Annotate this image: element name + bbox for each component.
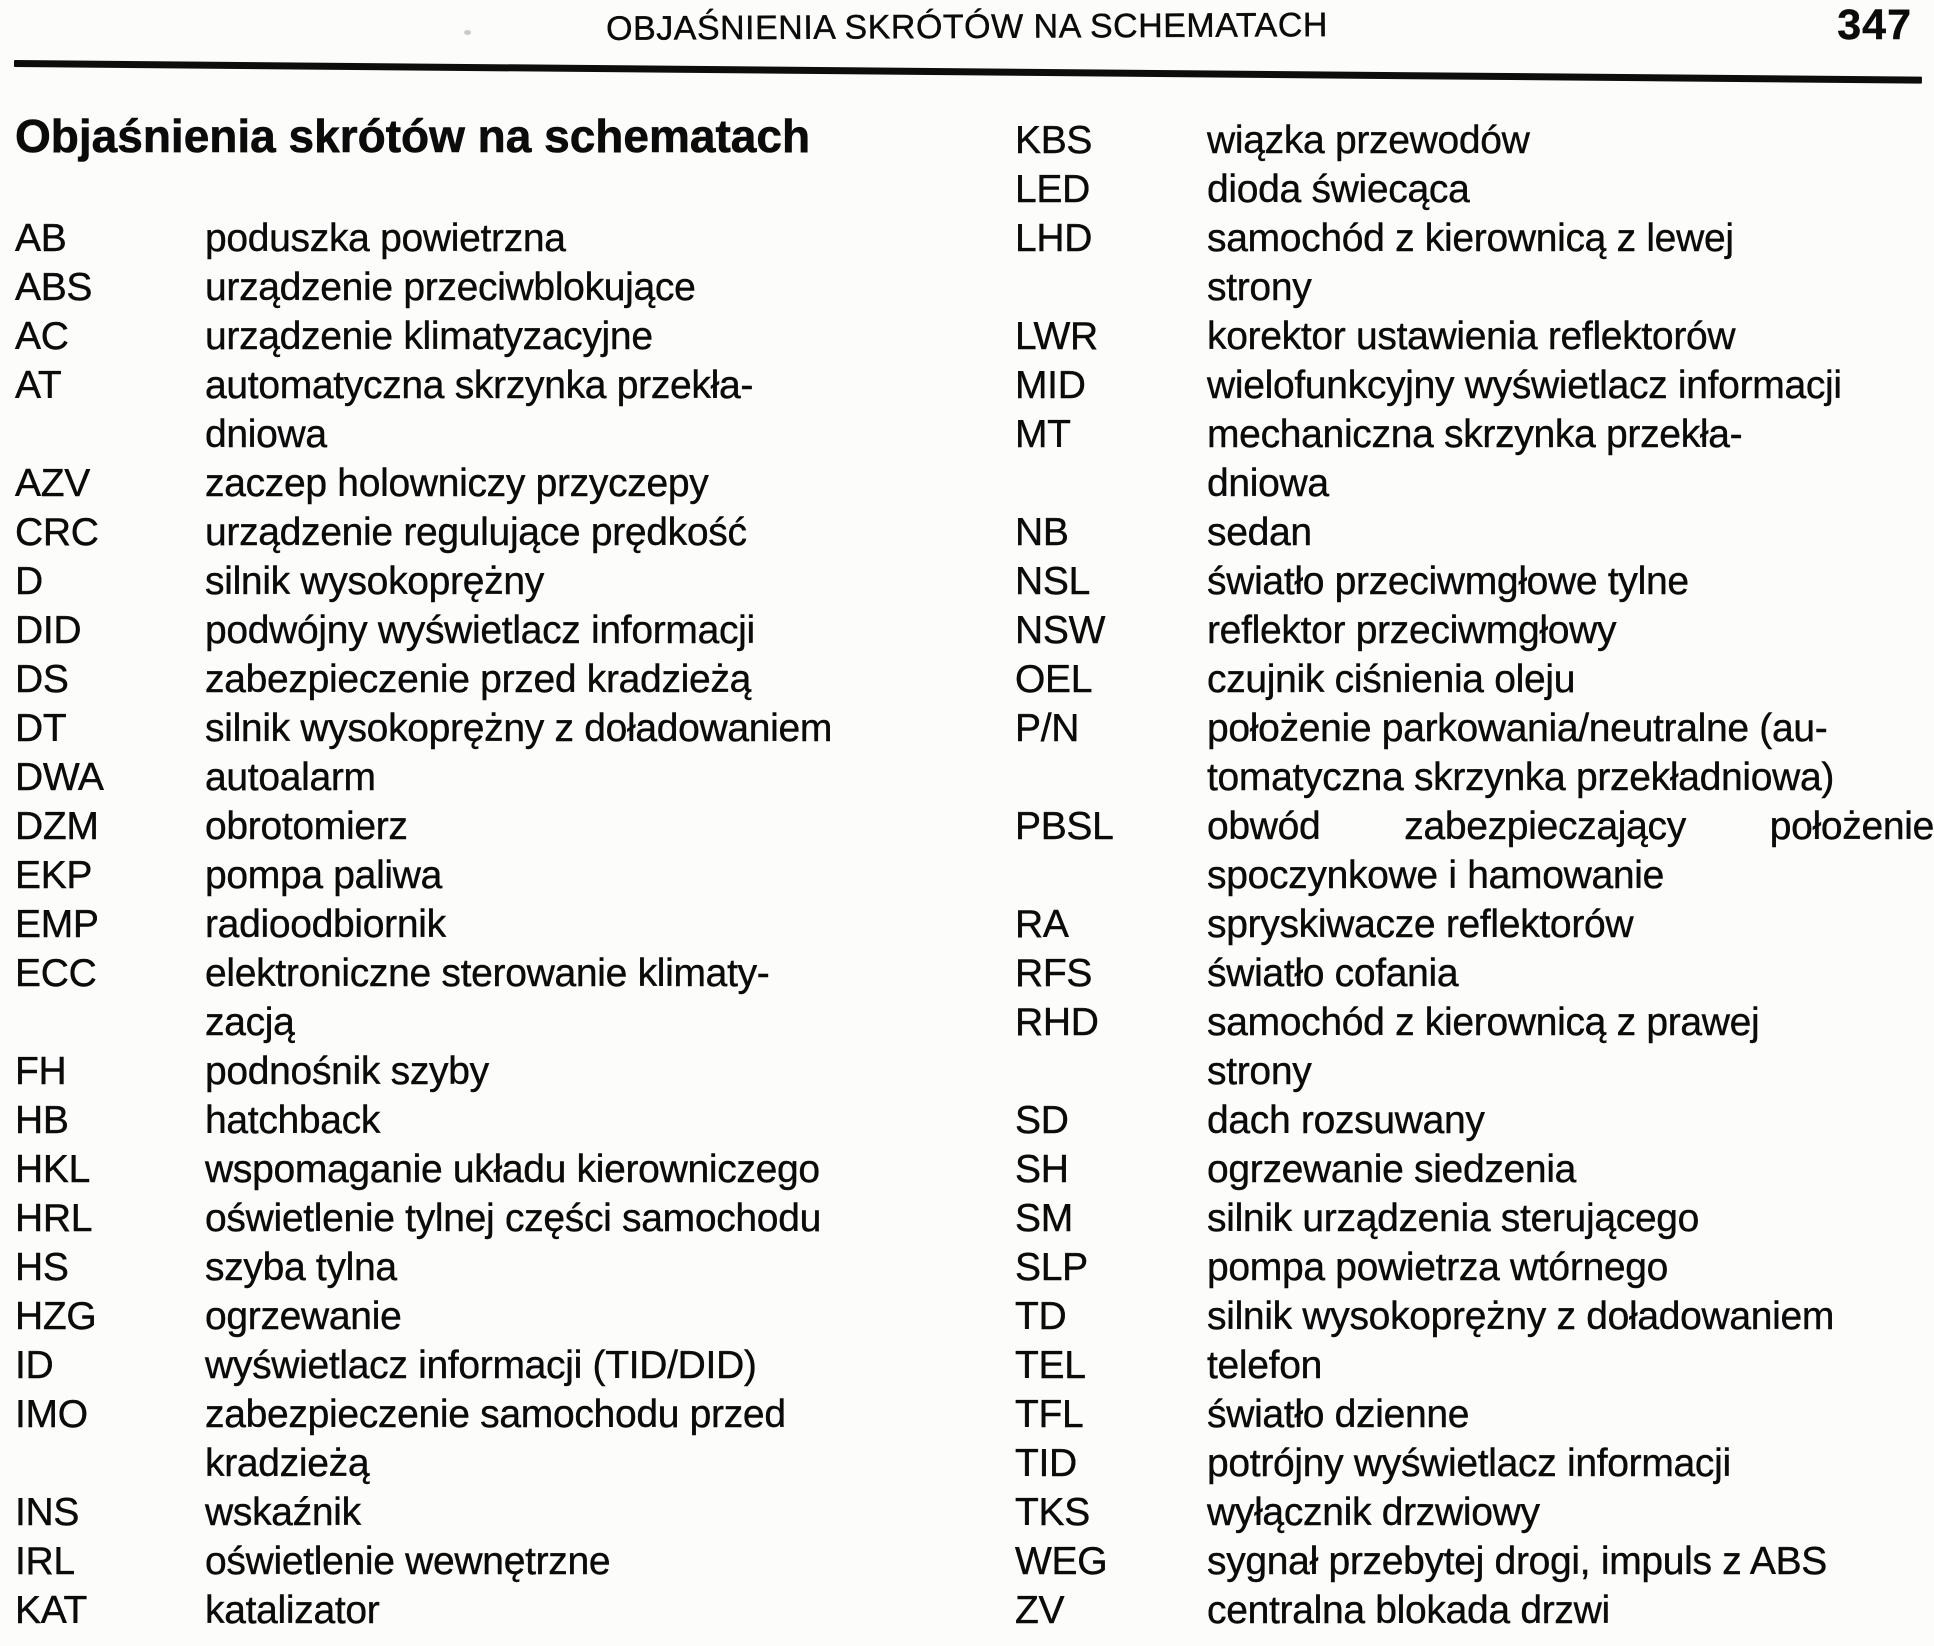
definition-line: korektor ustawienia reflektorów (1207, 315, 1736, 358)
definition (205, 1292, 960, 1341)
definition (205, 704, 960, 753)
definition (1207, 704, 1934, 802)
abbreviation: HB (15, 1099, 69, 1142)
definition-line: urządzenie przeciwblokujące (205, 266, 696, 309)
right-column (960, 112, 1934, 1635)
abbreviation: SD (1015, 1099, 1069, 1142)
abbr-row (1015, 1439, 1934, 1488)
definition (205, 655, 960, 704)
abbreviation: SM (1015, 1197, 1073, 1240)
abbr-row (15, 1096, 960, 1145)
definition (1207, 606, 1934, 655)
definition (1207, 998, 1934, 1096)
definition-line: dniowa (1207, 462, 1329, 505)
abbr-row (1015, 704, 1934, 802)
page-header (0, 0, 1934, 84)
abbreviation: TID (1015, 1442, 1077, 1485)
abbr-row (1015, 1292, 1934, 1341)
definition (205, 1341, 960, 1390)
abbreviation: TEL (1015, 1344, 1086, 1387)
definition-line: wskaźnik (205, 1491, 361, 1534)
definition (1207, 900, 1934, 949)
definition (205, 312, 960, 361)
abbr-row (15, 459, 960, 508)
abbr-row (15, 900, 960, 949)
definition (205, 949, 960, 1047)
abbreviation: SLP (1015, 1246, 1088, 1289)
glossary-content (0, 84, 1934, 1635)
definition (205, 802, 960, 851)
abbreviation: NB (1015, 511, 1069, 554)
definition (1207, 1292, 1934, 1341)
definition-line: podwójny wyświetlacz informacji (205, 609, 755, 652)
abbreviation: MT (1015, 413, 1071, 456)
definition (1207, 1586, 1934, 1635)
abbr-row (15, 1047, 960, 1096)
abbr-row (15, 1488, 960, 1537)
abbreviation: PBSL (1015, 805, 1114, 848)
abbr-row (1015, 949, 1934, 998)
abbreviation: IMO (15, 1393, 88, 1436)
abbreviation: LHD (1015, 217, 1093, 260)
abbreviation: DS (15, 658, 69, 701)
abbreviation: FH (15, 1050, 67, 1093)
abbreviation: KAT (15, 1589, 88, 1632)
abbreviation: TD (1015, 1295, 1067, 1338)
definition (1207, 508, 1934, 557)
abbreviation: RA (1015, 903, 1069, 946)
definition-line: wiązka przewodów (1207, 119, 1530, 162)
section-title: Objaśnienia skrótów na schematach (15, 110, 811, 162)
running-header-title: OBJAŚNIENIA SKRÓTÓW NA SCHEMATACH (605, 6, 1328, 48)
abbreviation: EMP (15, 903, 99, 946)
abbreviation: AB (15, 217, 67, 260)
definition-line: silnik wysokoprężny z doładowaniem (1207, 1295, 1835, 1338)
definition-line: oświetlenie wewnętrzne (205, 1540, 611, 1583)
abbreviation: INS (15, 1491, 80, 1534)
definition-line: zacją (205, 1001, 295, 1044)
definition-line: światło cofania (1207, 952, 1459, 995)
definition-line: światło przeciwmgłowe tylne (1207, 560, 1689, 603)
abbr-row (15, 704, 960, 753)
definition-line: urządzenie klimatyzacyjne (205, 315, 653, 358)
abbr-row (1015, 557, 1934, 606)
left-column (0, 112, 960, 1635)
abbreviation: DZM (15, 805, 99, 848)
abbr-row (1015, 410, 1934, 508)
definition (1207, 214, 1934, 312)
definition (1207, 165, 1934, 214)
definition-line: sygnał przebytej drogi, impuls z ABS (1207, 1540, 1827, 1583)
definition-line: wyświetlacz informacji (TID/DID) (205, 1344, 757, 1387)
abbreviation: ZV (1015, 1589, 1065, 1632)
abbr-row (1015, 900, 1934, 949)
definition-line: zabezpieczenie przed kradzieżą (205, 658, 751, 701)
abbreviation: DID (15, 609, 82, 652)
definition-line: pompa powietrza wtórnego (1207, 1246, 1669, 1289)
definition (205, 263, 960, 312)
definition-line: centralna blokada drzwi (1207, 1589, 1610, 1632)
abbreviation: KBS (1015, 119, 1093, 162)
definition (1207, 1439, 1934, 1488)
abbr-row (15, 1537, 960, 1586)
definition (1207, 312, 1934, 361)
definition-line: ogrzewanie (205, 1295, 402, 1338)
abbreviation: AT (15, 364, 62, 407)
abbr-row (1015, 1145, 1934, 1194)
abbreviation: EKP (15, 854, 93, 897)
abbreviation: ID (15, 1344, 54, 1387)
abbr-row (15, 1292, 960, 1341)
abbreviation: P/N (1015, 707, 1080, 750)
definition-line: spryskiwacze reflektorów (1207, 903, 1634, 946)
abbr-row (1015, 655, 1934, 704)
abbr-row (15, 949, 960, 1047)
definition-line: samochód z kierownicą z lewej (1207, 217, 1734, 260)
abbr-row (15, 263, 960, 312)
abbr-row (15, 1194, 960, 1243)
definition-line: samochód z kierownicą z prawej (1207, 1001, 1760, 1044)
abbreviation: RHD (1015, 1001, 1099, 1044)
abbr-row (1015, 361, 1934, 410)
definition-line: dniowa (205, 413, 327, 456)
abbreviation: TKS (1015, 1491, 1090, 1534)
definition (205, 851, 960, 900)
abbr-row (15, 802, 960, 851)
abbreviation: IRL (15, 1540, 75, 1583)
abbreviation: OEL (1015, 658, 1093, 701)
definition (205, 459, 960, 508)
definition (205, 1488, 960, 1537)
definition-line: silnik urządzenia sterującego (1207, 1197, 1700, 1240)
definition-line: obrotomierz (205, 805, 408, 848)
abbr-row (1015, 165, 1934, 214)
definition (1207, 1243, 1934, 1292)
definition-line: obwód zabezpieczający położenie (1207, 805, 1934, 848)
definition (205, 1537, 960, 1586)
abbreviation: HRL (15, 1197, 93, 1240)
definition-line: światło dzienne (1207, 1393, 1470, 1436)
abbr-row (1015, 1243, 1934, 1292)
definition (1207, 1341, 1934, 1390)
definition (1207, 410, 1934, 508)
definition-line: automatyczna skrzynka przekła- (205, 364, 754, 407)
abbr-row (15, 1341, 960, 1390)
abbreviation: LWR (1015, 315, 1098, 358)
definition-line: sedan (1207, 511, 1312, 554)
definition (205, 1096, 960, 1145)
definition-line: kradzieżą (205, 1442, 370, 1485)
abbr-row (15, 1586, 960, 1635)
definition (1207, 361, 1934, 410)
abbreviation: HZG (15, 1295, 97, 1338)
abbr-row (15, 753, 960, 802)
definition (1207, 949, 1934, 998)
abbreviation: HS (15, 1246, 69, 1289)
abbr-row (15, 1145, 960, 1194)
definition (205, 900, 960, 949)
definition (1207, 1194, 1934, 1243)
abbr-row (15, 508, 960, 557)
definition-line: wspomaganie układu kierowniczego (205, 1148, 820, 1191)
definition (205, 557, 960, 606)
definition-line: oświetlenie tylnej części samochodu (205, 1197, 821, 1240)
definition (205, 1194, 960, 1243)
definition (1207, 1096, 1934, 1145)
definition-line: hatchback (205, 1099, 381, 1142)
definition-line: czujnik ciśnienia oleju (1207, 658, 1576, 701)
definition (205, 1390, 960, 1488)
abbreviation: NSW (1015, 609, 1106, 652)
scan-artifact-speck (464, 30, 471, 35)
abbr-row (1015, 116, 1934, 165)
abbreviation-list-right (1015, 116, 1934, 1635)
definition (205, 753, 960, 802)
abbreviation: DT (15, 707, 67, 750)
definition (1207, 802, 1934, 900)
definition-line: silnik wysokoprężny (205, 560, 544, 603)
definition-line: poduszka powietrzna (205, 217, 566, 260)
definition-line: szyba tylna (205, 1246, 397, 1289)
abbr-row (15, 655, 960, 704)
definition-line: radioodbiornik (205, 903, 446, 946)
definition-line: autoalarm (205, 756, 376, 799)
definition-line: wyłącznik drzwiowy (1207, 1491, 1540, 1534)
definition-line: mechaniczna skrzynka przekła- (1207, 413, 1743, 456)
abbr-row (15, 557, 960, 606)
definition-line: dioda świecąca (1207, 168, 1470, 211)
page-number: 347 (1837, 1, 1912, 49)
definition (205, 214, 960, 263)
abbr-row (1015, 1488, 1934, 1537)
definition (1207, 1145, 1934, 1194)
abbr-row (1015, 1341, 1934, 1390)
definition (205, 1243, 960, 1292)
definition (205, 508, 960, 557)
definition-line: potrójny wyświetlacz informacji (1207, 1442, 1731, 1485)
abbreviation: CRC (15, 511, 99, 554)
abbr-row (1015, 508, 1934, 557)
abbr-row (15, 1390, 960, 1488)
definition-line: pompa paliwa (205, 854, 443, 897)
abbreviation: D (15, 560, 43, 603)
abbr-row (1015, 312, 1934, 361)
definition (1207, 116, 1934, 165)
abbreviation: AC (15, 315, 69, 358)
definition-line: ogrzewanie siedzenia (1207, 1148, 1577, 1191)
definition-line: katalizator (205, 1589, 380, 1632)
abbreviation-list-left (15, 214, 960, 1635)
abbr-row (15, 214, 960, 263)
definition-line: spoczynkowe i hamowanie (1207, 854, 1665, 897)
abbr-row (1015, 1194, 1934, 1243)
abbr-row (1015, 1537, 1934, 1586)
definition-line: zabezpieczenie samochodu przed (205, 1393, 786, 1436)
definition-line: dach rozsuwany (1207, 1099, 1485, 1142)
definition-line: strony (1207, 266, 1312, 309)
abbreviation: TFL (1015, 1393, 1084, 1436)
abbr-row (15, 312, 960, 361)
abbreviation: ECC (15, 952, 97, 995)
definition-line: podnośnik szyby (205, 1050, 489, 1093)
definition (1207, 1537, 1934, 1586)
abbr-row (15, 851, 960, 900)
abbr-row (1015, 998, 1934, 1096)
definition (1207, 655, 1934, 704)
definition (1207, 1488, 1934, 1537)
definition (205, 1047, 960, 1096)
abbreviation: DWA (15, 756, 104, 799)
definition-line: zaczep holowniczy przyczepy (205, 462, 709, 505)
abbreviation: NSL (1015, 560, 1090, 603)
abbreviation: WEG (1015, 1540, 1108, 1583)
abbreviation: HKL (15, 1148, 90, 1191)
header-divider-rule (14, 60, 1922, 84)
abbreviation: MID (1015, 364, 1086, 407)
abbreviation: LED (1015, 168, 1090, 211)
abbr-row (1015, 606, 1934, 655)
abbr-row (15, 361, 960, 459)
abbreviation: SH (1015, 1148, 1069, 1191)
definition-line: telefon (1207, 1344, 1322, 1387)
definition (205, 361, 960, 459)
definition (205, 1586, 960, 1635)
definition-line: strony (1207, 1050, 1312, 1093)
definition-line: reflektor przeciwmgłowy (1207, 609, 1617, 652)
abbreviation: AZV (15, 462, 90, 505)
definition-line: elektroniczne sterowanie klimaty- (205, 952, 770, 995)
abbr-row (1015, 1390, 1934, 1439)
abbr-row (1015, 802, 1934, 900)
definition-line: tomatyczna skrzynka przekładniowa) (1207, 756, 1835, 799)
abbreviation: RFS (1015, 952, 1093, 995)
abbr-row (15, 606, 960, 655)
abbr-row (15, 1243, 960, 1292)
definition-line: urządzenie regulujące prędkość (205, 511, 747, 554)
definition-line: silnik wysokoprężny z doładowaniem (205, 707, 833, 750)
definition (205, 1145, 960, 1194)
definition (1207, 1390, 1934, 1439)
abbreviation: ABS (15, 266, 93, 309)
abbr-row (1015, 1096, 1934, 1145)
definition-line: położenie parkowania/neutralne (au- (1207, 707, 1828, 750)
definition (1207, 557, 1934, 606)
abbr-row (1015, 1586, 1934, 1635)
definition-line: wielofunkcyjny wyświetlacz informacji (1207, 364, 1842, 407)
definition (205, 606, 960, 655)
abbr-row (1015, 214, 1934, 312)
